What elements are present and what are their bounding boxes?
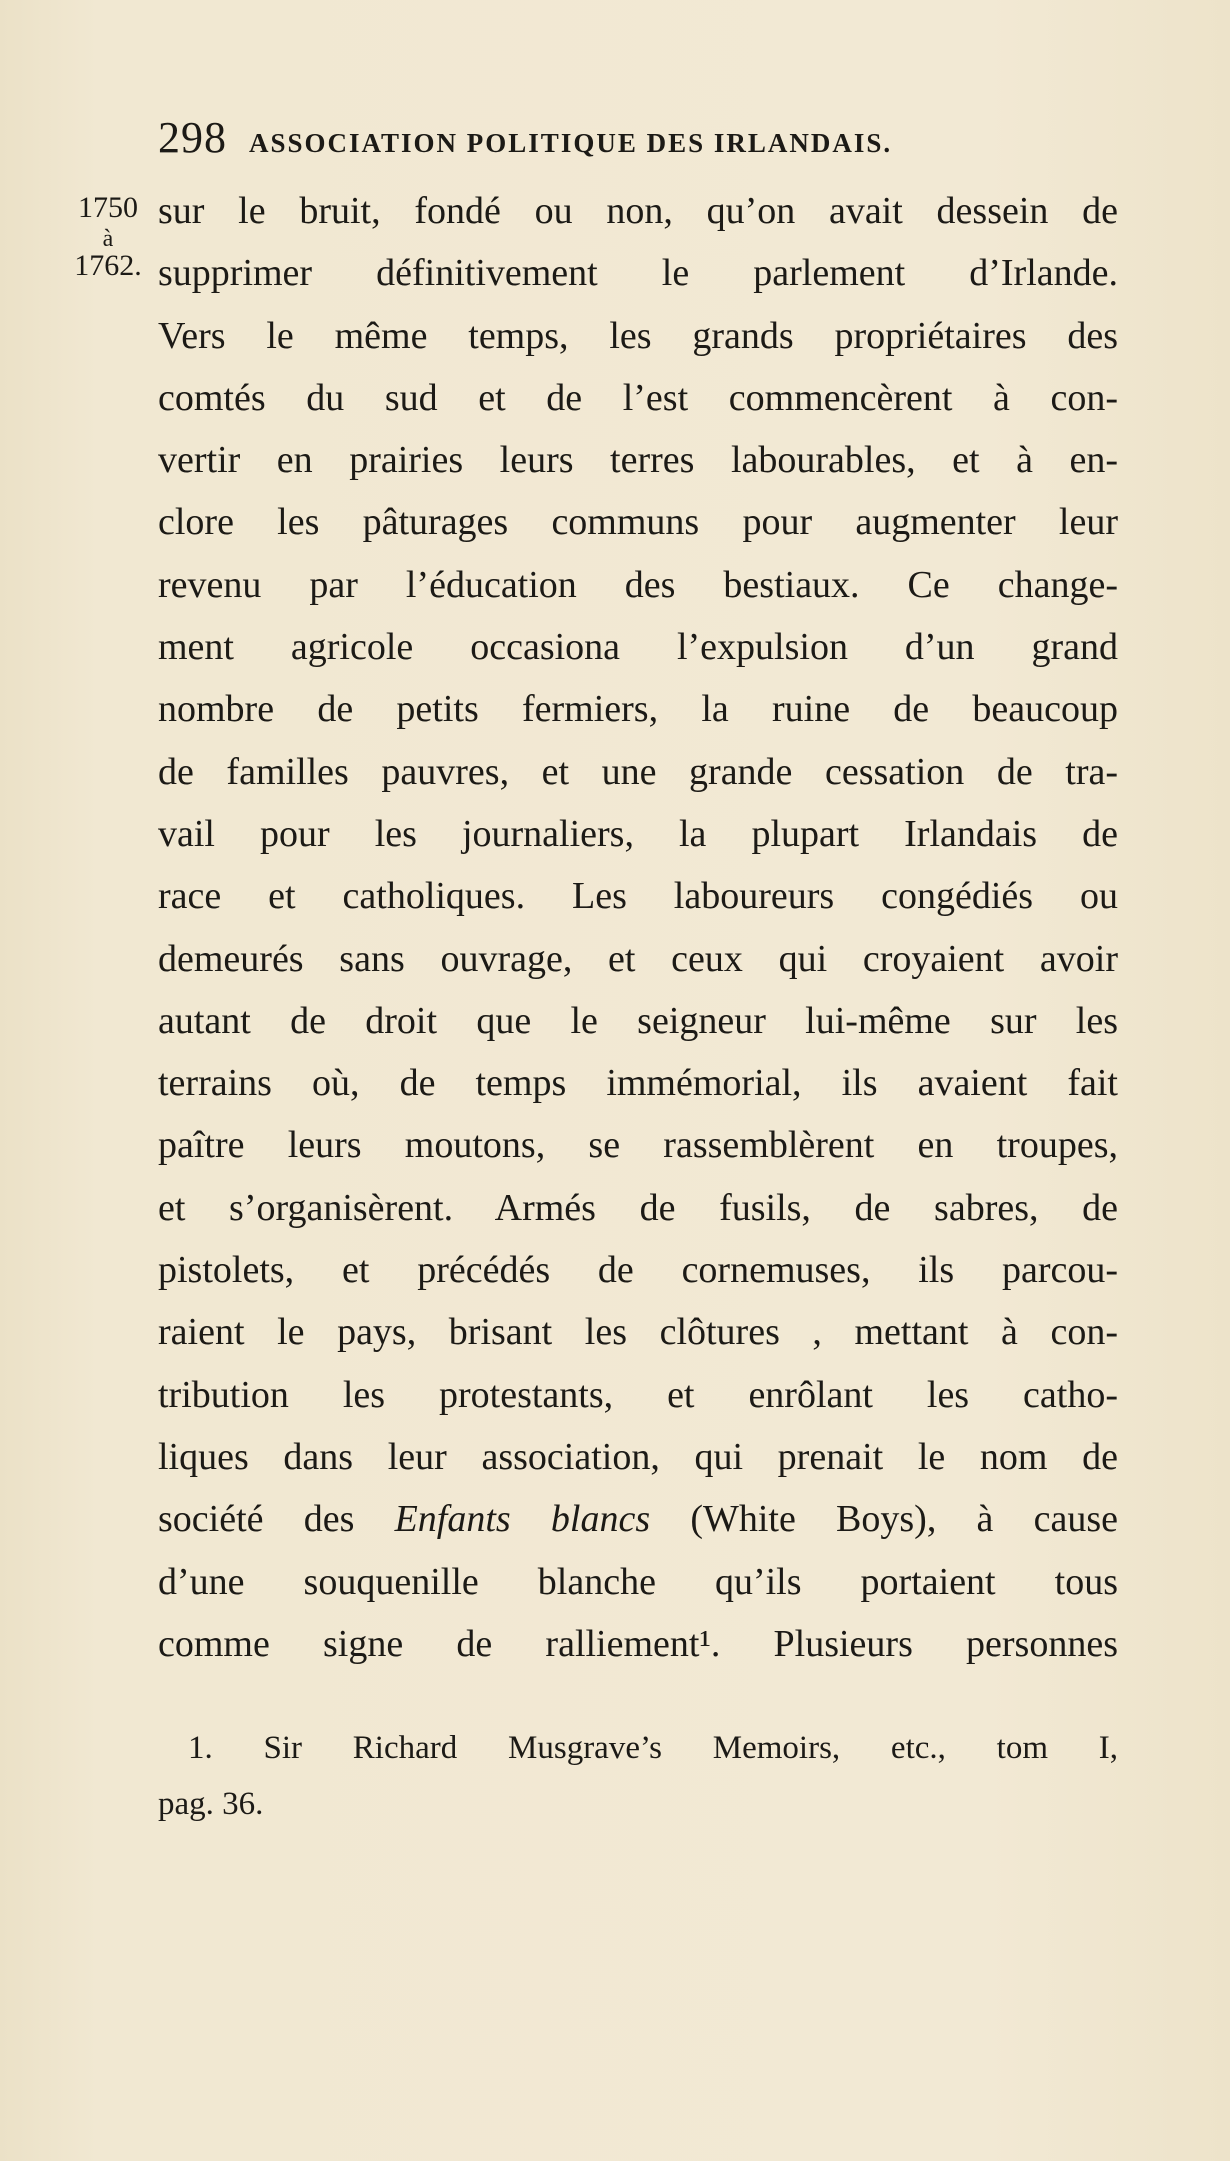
text-line: tribution les protestants, et enrôlant les catho- — [158, 1373, 1118, 1416]
margin-year-start: 1750 — [78, 191, 138, 224]
text-line: vail pour les journaliers, la plupart Irlandais de — [158, 812, 1118, 855]
text-line: paître leurs moutons, se rassemblèrent en troupes, — [158, 1124, 1118, 1167]
text-line: comme signe de ralliement¹. Plusieurs personnes — [158, 1622, 1118, 1665]
text-line: sur le bruit, fondé ou non, qu’on avait dessein de — [158, 190, 1118, 232]
text-line: terrains où, de temps immémorial, ils avaient fait — [158, 1062, 1118, 1105]
text-line-with-italic — [158, 1488, 1118, 1550]
text-segment: société des — [158, 1498, 395, 1541]
margin-year-end: 1762. — [74, 249, 142, 282]
text-line: revenu par l’éducation des bestiaux. Ce change- — [158, 563, 1118, 606]
italic-phrase: Enfants blancs — [394, 1498, 651, 1541]
text-line: Vers le même temps, les grands propriétaires des — [158, 314, 1118, 357]
footnotes — [158, 1720, 1118, 1832]
text-line: autant de droit que le seigneur lui-même sur les — [158, 999, 1118, 1042]
text-line: supprimer définitivement le parlement d’Irlande. — [158, 252, 1118, 295]
text-line: liques dans leur association, qui prenait le nom de — [158, 1435, 1118, 1478]
text-line: clore les pâturages communs pour augmenter leur — [158, 501, 1118, 544]
text-line: et s’organisèrent. Armés de fusils, de sabres, de — [158, 1186, 1118, 1229]
text-line: demeurés sans ouvrage, et ceux qui croyaient avoir — [158, 937, 1118, 980]
text-line: nombre de petits fermiers, la ruine de beaucoup — [158, 688, 1118, 731]
body-text — [158, 180, 1118, 1675]
text-line: de familles pauvres, et une grande cessation de tra- — [158, 750, 1118, 793]
running-title: ASSOCIATION POLITIQUE DES IRLANDAIS. — [249, 128, 893, 158]
text-line: ment agricole occasiona l’expulsion d’un grand — [158, 626, 1118, 669]
text-line: pistolets, et précédés de cornemuses, ils parcou- — [158, 1249, 1118, 1292]
text-line: comtés du sud et de l’est commencèrent à con- — [158, 376, 1118, 419]
text-line: d’une souquenille blanche qu’ils portaient tous — [158, 1560, 1118, 1603]
running-head — [158, 112, 1058, 172]
text-segment: (White Boys), à cause — [650, 1498, 1119, 1541]
text-line: race et catholiques. Les laboureurs congédiés ou — [158, 875, 1118, 918]
footnote-line: 1. Sir Richard Musgrave’s Memoirs, etc., tom I, — [188, 1730, 1118, 1766]
margin-date-note — [58, 193, 158, 281]
page-number: 298 — [158, 113, 227, 162]
text-line: vertir en prairies leurs terres labourables, et à en- — [158, 439, 1118, 482]
margin-connector: à — [102, 226, 114, 252]
footnote-line: pag. 36. — [158, 1786, 264, 1822]
text-line: raient le pays, brisant les clôtures , mettant à con- — [158, 1311, 1118, 1354]
